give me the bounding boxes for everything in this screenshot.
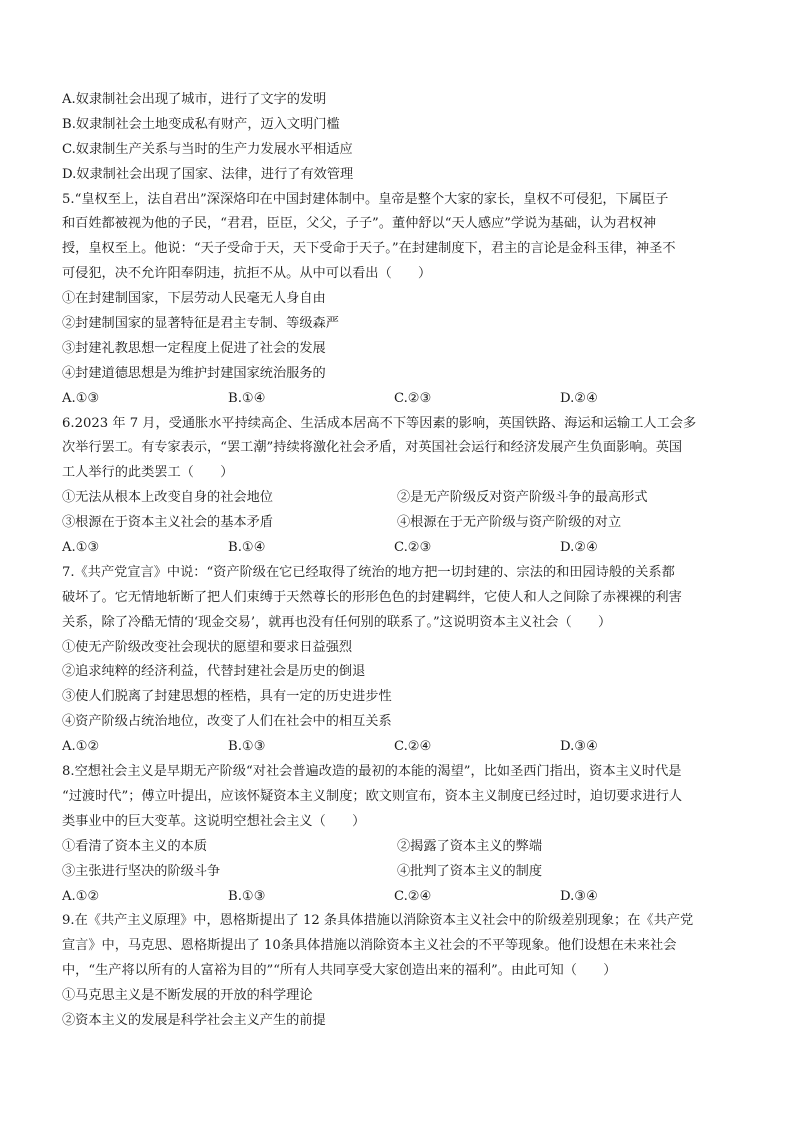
- q6-choice-d[interactable]: D.②④: [560, 540, 598, 556]
- q6-stem-line-2: 次举行罢工。有专家表示，“罢工潮”持续将激化社会矛盾，对英国社会运行和经济发展产生负面影响。英国: [62, 440, 683, 456]
- q4-option-b: B.奴隶制社会土地变成私有财产，迈入文明门槛: [62, 116, 340, 132]
- q9-statement-1: ①马克思主义是不断发展的开放的科学理论: [62, 988, 313, 1004]
- q5-choice-c[interactable]: C.②③: [394, 390, 432, 406]
- q7-choice-a[interactable]: A.①②: [62, 739, 100, 755]
- q6-choice-a[interactable]: A.①③: [62, 540, 100, 556]
- q8-stem-line-3: 类事业中的巨大变革。这说明空想社会主义（ ）: [62, 813, 366, 829]
- q8-stem-line-1: 8.空想社会主义是早期无产阶级“对社会普遍改造的最初的本能的渴望”，比如圣西门指出，资本主义时代是: [62, 764, 682, 780]
- q6-stem-line-1: 6.2023 年 7 月，受通胀水平持续高企、生活成本居高不下等因素的影响，英国铁路、海运和运输工人工会多: [62, 415, 697, 431]
- q4-option-c: C.奴隶制生产关系与当时的生产力发展水平相适应: [62, 141, 353, 157]
- q6-stem-line-3: 工人举行的此类罢工（ ）: [62, 465, 234, 481]
- q6-statements-row-1: [62, 486, 732, 511]
- q4-option-d: D.奴隶制社会出现了国家、法律，进行了有效管理: [62, 166, 354, 182]
- q5-choice-b[interactable]: B.①④: [228, 390, 266, 406]
- q5-choice-d[interactable]: D.②④: [560, 390, 598, 406]
- q7-statement-2: ②追求纯粹的经济利益，代替封建社会是历史的倒退: [62, 664, 366, 680]
- q7-statement-1: ①使无产阶级改变社会现状的愿望和要求日益强烈: [62, 639, 353, 655]
- questions: [62, 88, 732, 1034]
- q7-statement-4: ④资产阶级占统治地位，改变了人们在社会中的相互关系: [62, 714, 392, 730]
- q6-choice-b[interactable]: B.①④: [228, 540, 266, 556]
- q8-stem-line-2: “过渡时代”；傅立叶提出，应该怀疑资本主义制度；欧文则宣布，资本主义制度已经过时，迫切要求进行人: [62, 788, 683, 804]
- q5-statement-2: ②封建制国家的显著特征是君主专制、等级森严: [62, 316, 339, 332]
- q6-statement-3: ③根源在于资本主义社会的基本矛盾: [62, 515, 273, 531]
- q5-statement-4: ④封建道德思想是为维护封建国家统治服务的: [62, 365, 326, 381]
- q7-choice-b[interactable]: B.①③: [228, 739, 266, 755]
- q5-choices: [62, 387, 732, 412]
- q7-stem-line-2: 破坏了。它无情地斩断了把人们束缚于天然尊长的形形色色的封建羁绊，它使人和人之间除了赤裸裸的利害: [62, 589, 682, 605]
- q8-choice-d[interactable]: D.③④: [560, 888, 598, 904]
- q7-stem-line-1: 7.《共产党宣言》中说：“资产阶级在它已经取得了统治的地方把一切封建的、宗法的和田园诗般的关系都: [62, 564, 675, 580]
- q6-statement-2: ②是无产阶级反对资产阶级斗争的最高形式: [397, 490, 648, 506]
- q6-statements-row-2: [62, 511, 732, 536]
- q6-choices: [62, 536, 732, 561]
- q6-choice-c[interactable]: C.②③: [394, 540, 432, 556]
- q9-statement-2: ②资本主义的发展是科学社会主义产生的前提: [62, 1012, 326, 1028]
- q8-statement-4: ④批判了资本主义的制度: [397, 863, 543, 879]
- q5-stem-line-4: 可侵犯，决不允许阳奉阴违，抗拒不从。从中可以看出（ ）: [62, 266, 432, 282]
- q7-choice-c[interactable]: C.②④: [394, 739, 432, 755]
- q5-choice-a[interactable]: A.①③: [62, 390, 100, 406]
- q5-stem-line-2: 和百姓都被视为他的子民，“君君，臣臣，父父，子子”。董仲舒以“天人感应”学说为基础，认为君权神: [62, 216, 657, 232]
- q8-choice-c[interactable]: C.②④: [394, 888, 432, 904]
- q8-choice-b[interactable]: B.①③: [228, 888, 266, 904]
- q4-option-a: A.奴隶制社会出现了城市，进行了文字的发明: [62, 92, 327, 107]
- q9-stem-line-3: 中，“生产将以所有的人富裕为目的”“所有人共同享受大家创造出来的福利”。由此可知（ ）: [62, 963, 617, 979]
- q9-stem-line-2: 宣言》中，马克思、恩格斯提出了 10条具体措施以消除资本主义社会的不平等现象。他们设想在未来社会: [62, 938, 677, 954]
- q8-choice-a[interactable]: A.①②: [62, 888, 100, 904]
- q6-statement-1: ①无法从根本上改变自身的社会地位: [62, 490, 273, 506]
- q5-stem-line-1: 5.“皇权至上，法自君出”深深烙印在中国封建体制中。皇帝是整个大家的家长，皇权不可侵犯，下属臣子: [62, 191, 669, 207]
- q7-statement-3: ③使人们脱离了封建思想的桎梏，具有一定的历史进步性: [62, 689, 392, 705]
- q7-choice-d[interactable]: D.③④: [560, 739, 598, 755]
- q8-statement-3: ③主张进行坚决的阶级斗争: [62, 863, 221, 879]
- q8-statement-1: ①看清了资本主义的本质: [62, 838, 208, 854]
- q8-statement-2: ②揭露了资本主义的弊端: [397, 838, 543, 854]
- q7-stem-line-3: 关系，除了冷酷无情的‘现金交易’，就再也没有任何别的联系了。”这说明资本主义社会（ ）: [62, 614, 612, 630]
- q5-statement-1: ①在封建制国家，下层劳动人民毫无人身自由: [62, 291, 326, 307]
- q7-choices: [62, 735, 732, 760]
- q8-statements-row-2: [62, 860, 732, 885]
- q5-stem-line-3: 授，皇权至上。他说：“天子受命于天，天下受命于天子。”在封建制度下，君主的言论是金科玉律，神圣不: [62, 241, 676, 257]
- q8-choices: [62, 885, 732, 910]
- q5-statement-3: ③封建礼教思想一定程度上促进了社会的发展: [62, 340, 326, 356]
- q8-statements-row-1: [62, 835, 732, 860]
- q6-statement-4: ④根源在于无产阶级与资产阶级的对立: [397, 515, 622, 531]
- q9-stem-line-1: 9.在《共产主义原理》中，恩格斯提出了 12 条具体措施以消除资本主义社会中的阶级差别现象；在《共产党: [62, 913, 694, 929]
